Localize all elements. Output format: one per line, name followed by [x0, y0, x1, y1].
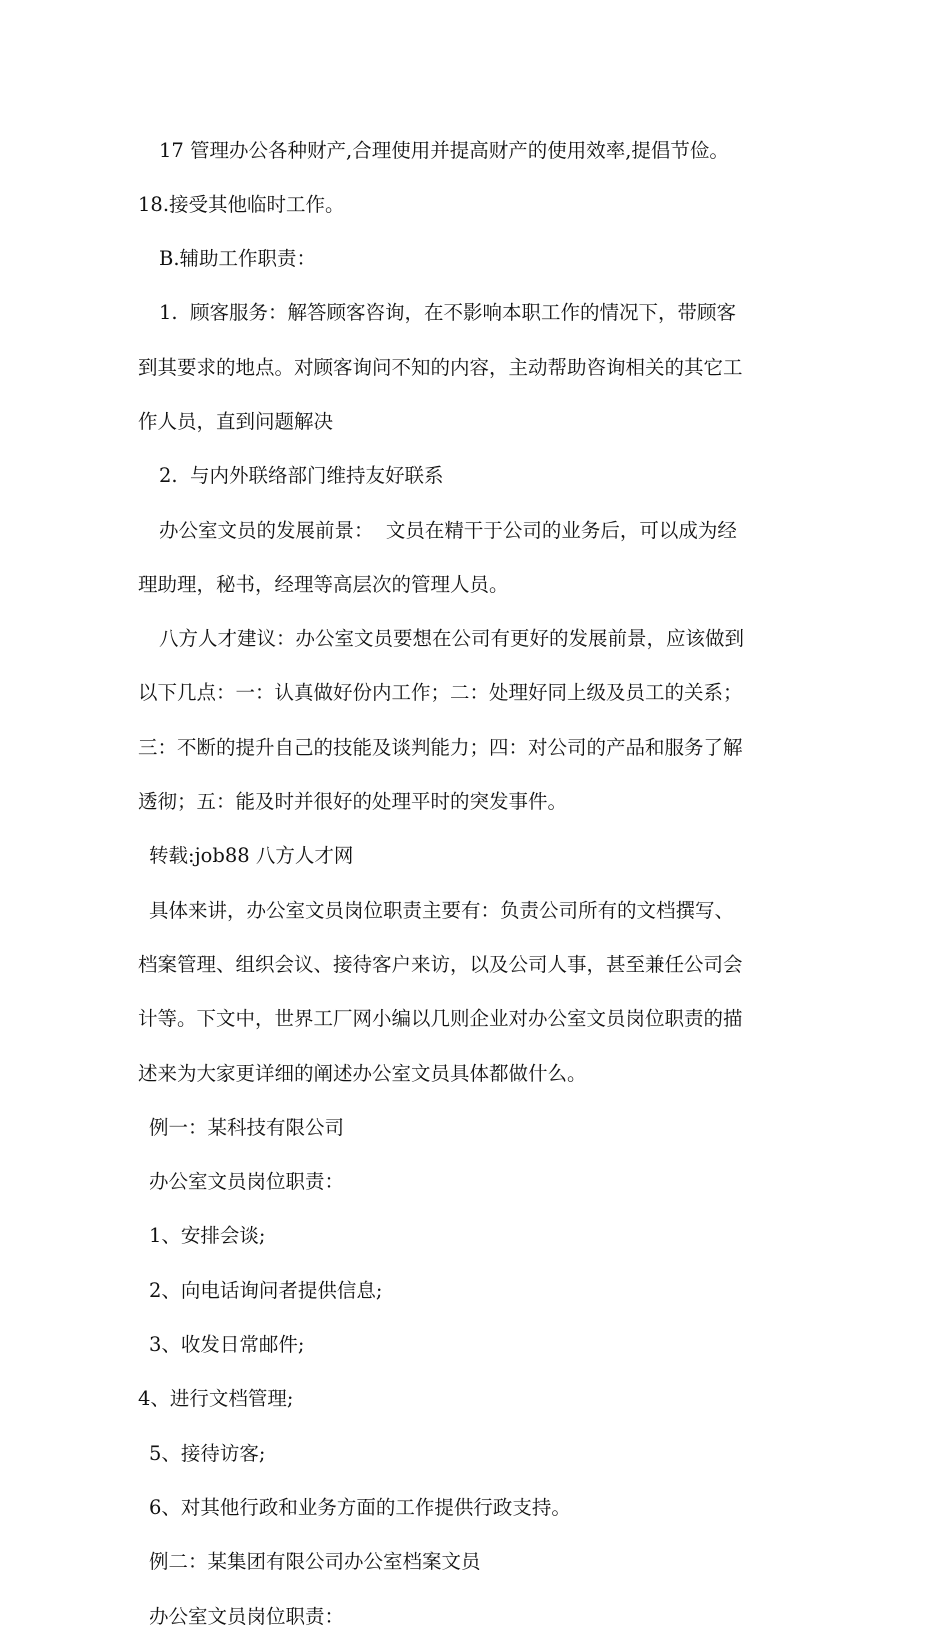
text-line-8: 办公室文员的发展前景： 文员在精干于公司的业务后，可以成为经: [159, 518, 737, 542]
text-line-12: 三：不断的提升自己的技能及谈判能力；四：对公司的产品和服务了解: [138, 735, 743, 759]
text-line-1: 17 管理办公各种财产,合理使用并提高财产的使用效率,提倡节俭。: [159, 138, 729, 162]
text-line-13: 透彻；五：能及时并很好的处理平时的突发事件。: [138, 790, 568, 814]
duties-heading-2: 办公室文员岗位职责：: [149, 1604, 345, 1628]
list-item: 2、向电话询问者提供信息;: [149, 1278, 383, 1302]
duties-heading-1: 办公室文员岗位职责：: [149, 1170, 345, 1194]
text-line-6: 作人员，直到问题解决: [138, 409, 334, 433]
text-line-17: 计等。下文中，世界工厂网小编以几则企业对办公室文员岗位职责的描: [138, 1007, 743, 1031]
example-heading-1: 例一：某科技有限公司: [149, 1115, 345, 1139]
text-line-2: 18.接受其他临时工作。: [138, 192, 345, 216]
text-line-9: 理助理，秘书，经理等高层次的管理人员。: [138, 572, 509, 596]
list-item: 1、安排会谈;: [149, 1224, 266, 1248]
text-line-4: 1. 顾客服务：解答顾客咨询，在不影响本职工作的情况下，带顾客: [159, 301, 737, 325]
text-line-15: 具体来讲，办公室文员岗位职责主要有：负责公司所有的文档撰写、: [149, 898, 735, 922]
text-line-7: 2. 与内外联络部门维持友好联系: [159, 464, 444, 488]
text-line-11: 以下几点：一：认真做好份内工作；二：处理好同上级及员工的关系；: [138, 681, 743, 705]
text-line-18: 述来为大家更详细的阐述办公室文员具体都做什么。: [138, 1061, 587, 1085]
text-line-10: 八方人才建议：办公室文员要想在公司有更好的发展前景，应该做到: [159, 627, 745, 651]
text-line-5: 到其要求的地点。对顾客询问不知的内容，主动帮助咨询相关的其它工: [138, 355, 743, 379]
list-item: 5、接待访客;: [149, 1441, 266, 1465]
text-line-16: 档案管理、组织会议、接待客户来访，以及公司人事，甚至兼任公司会: [138, 952, 743, 976]
list-item: 6、对其他行政和业务方面的工作提供行政支持。: [149, 1495, 571, 1519]
example-heading-2: 例二：某集团有限公司办公室档案文员: [149, 1550, 481, 1574]
list-item: 4、进行文档管理;: [138, 1387, 294, 1411]
source-line: 转载:job88 八方人才网: [149, 844, 354, 868]
section-heading: B.辅助工作职责：: [159, 247, 317, 271]
list-item: 3、收发日常邮件;: [149, 1333, 305, 1357]
